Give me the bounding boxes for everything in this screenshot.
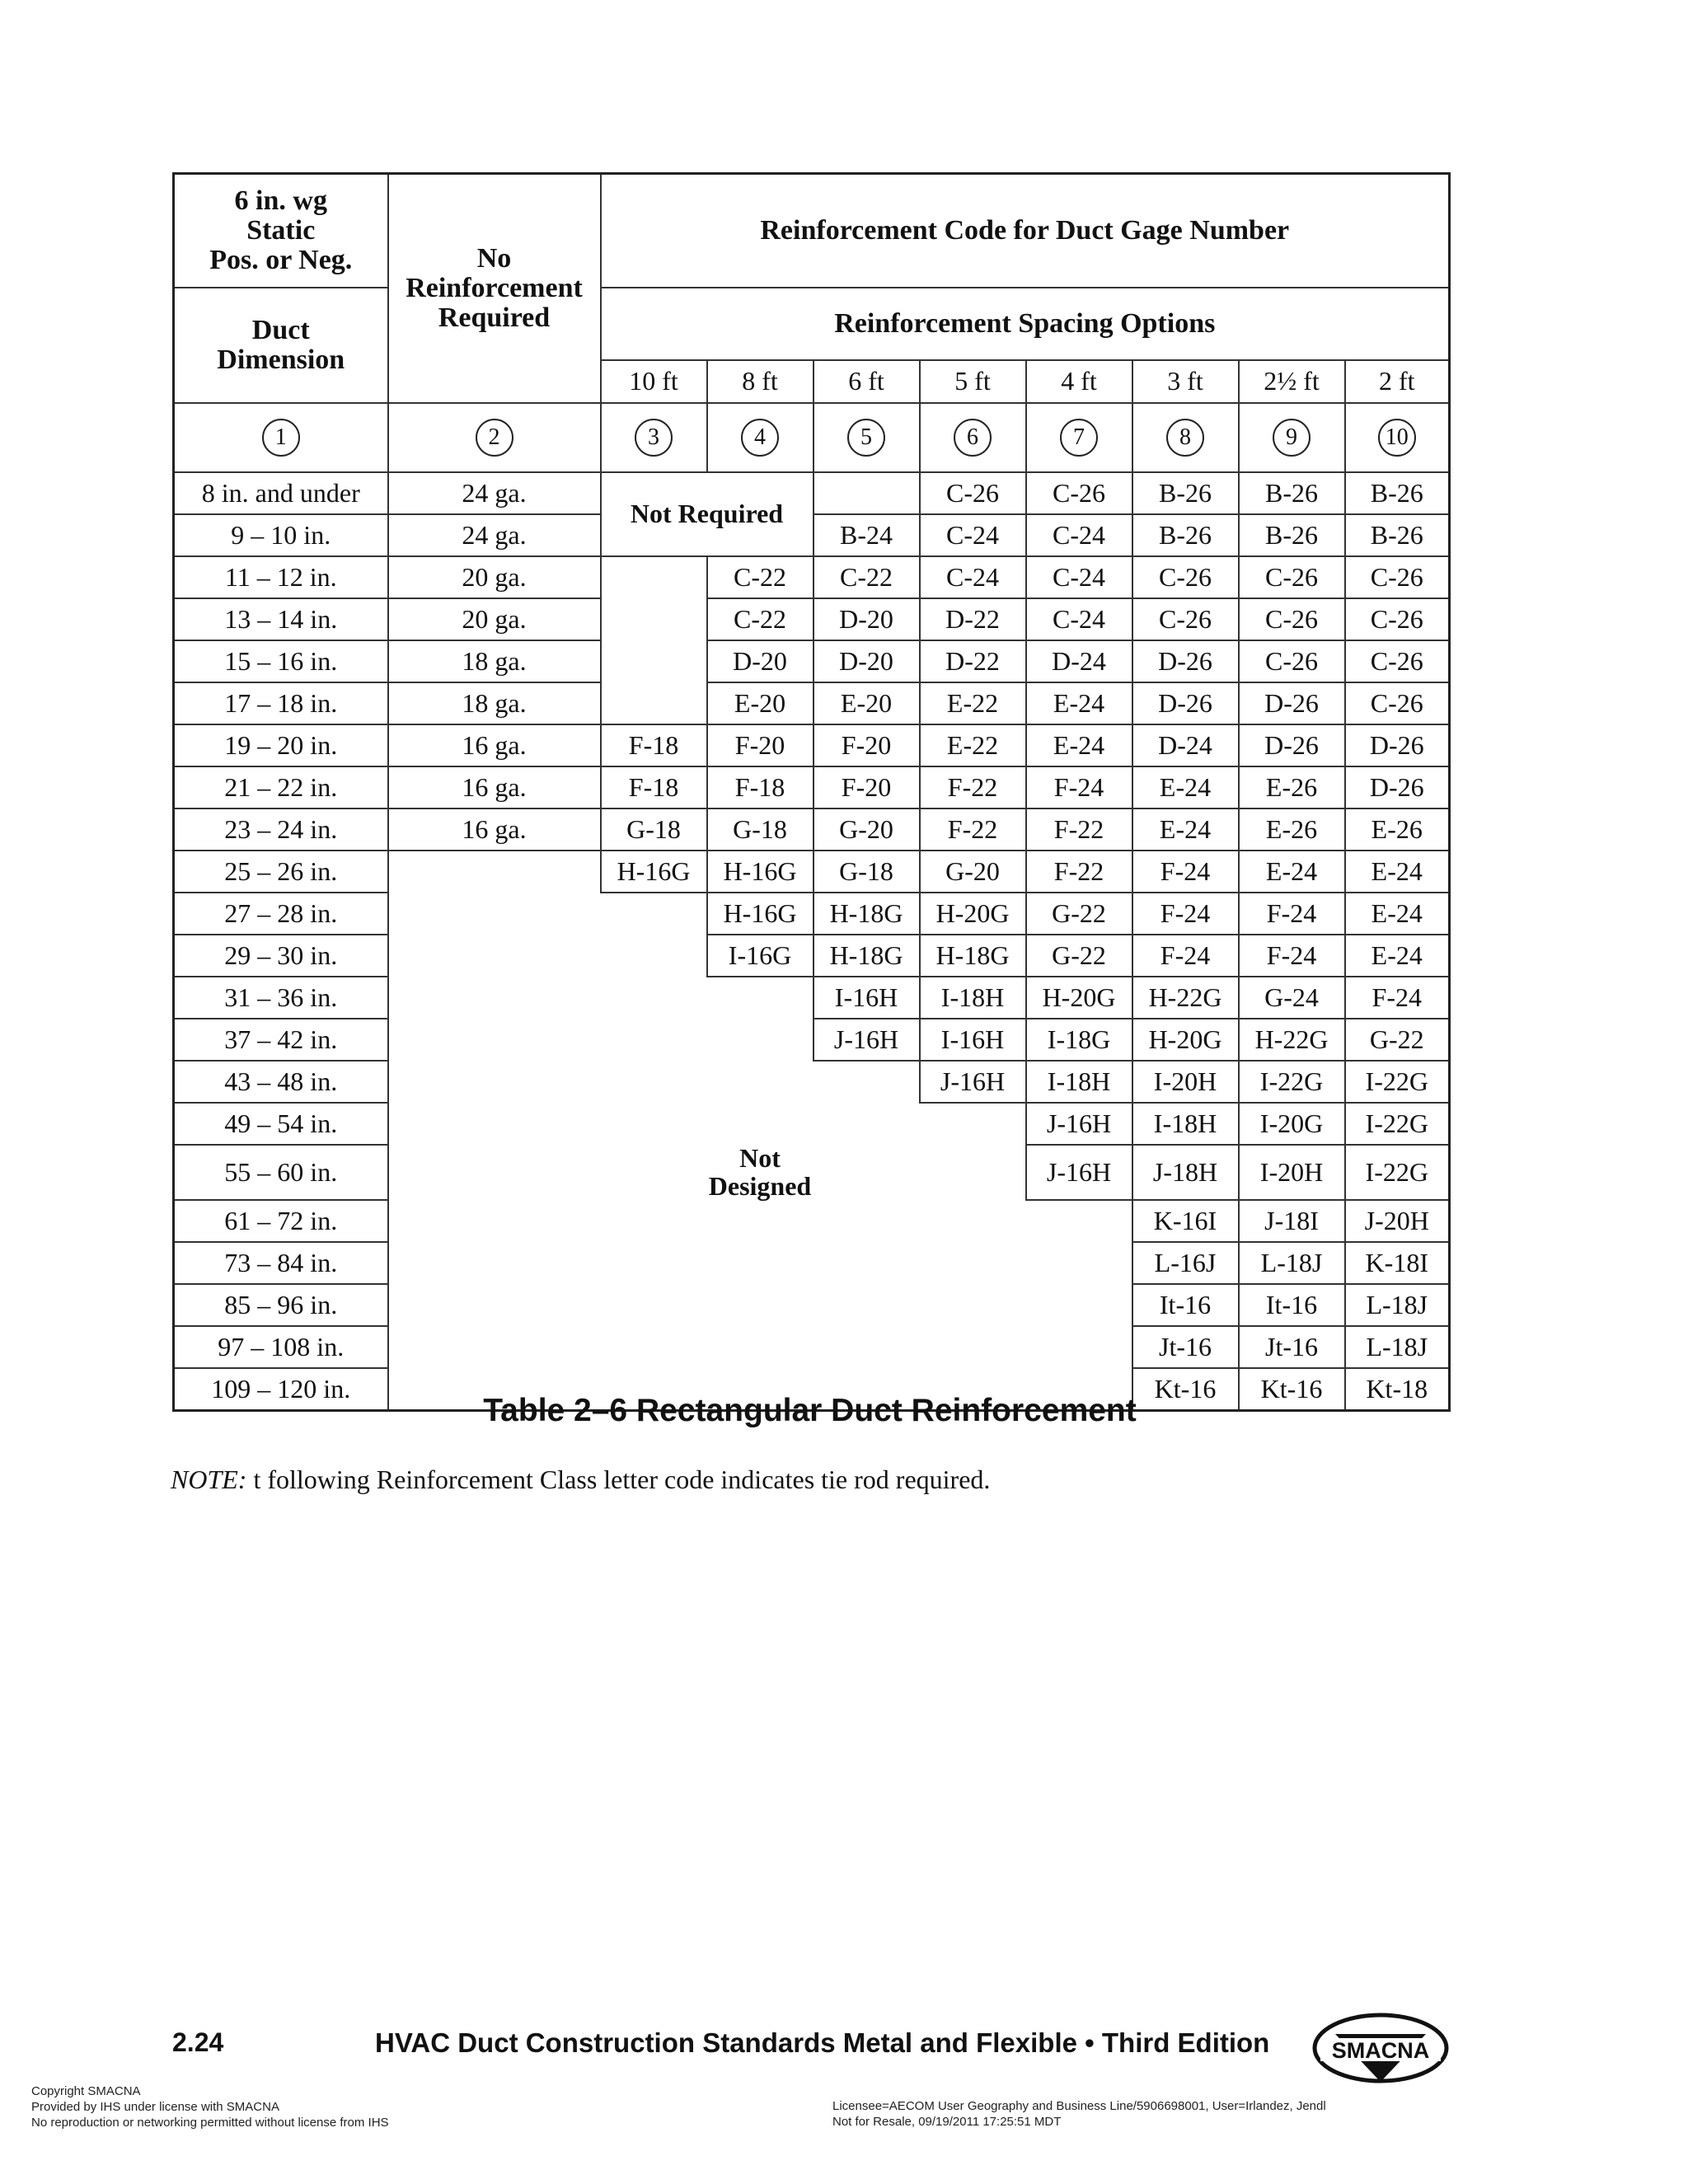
column-number-circle: 10 [1378,419,1416,457]
empty-cell [707,1019,814,1061]
smacna-logo [1311,2011,1451,2085]
empty-cell [920,1242,1026,1284]
reinforcement-code-cell: C-26 [1345,598,1450,640]
empty-cell [814,1284,920,1326]
reinforcement-code-cell: C-26 [1345,682,1450,724]
reinforcement-code-cell: I-18H [920,977,1026,1019]
reinforcement-code-cell: G-22 [1026,893,1132,935]
reinforcement-code-cell: F-24 [1345,977,1450,1019]
column-number-circle: 8 [1166,419,1204,457]
spacing-header-cell: 2½ ft [1239,360,1345,403]
empty-cell [707,1242,814,1284]
reinforcement-code-cell: F-22 [920,808,1026,851]
gage-cell: 16 ga. [388,724,601,766]
reinforcement-code-cell: C-24 [920,514,1026,556]
reinforcement-code-cell: B-26 [1132,514,1239,556]
empty-cell [814,1242,920,1284]
reinforcement-code-cell: E-24 [1132,766,1239,808]
column-number-cell [1345,403,1450,472]
footer-license: Licensee=AECOM User Geography and Business Line/5906698001, User=Irlandez, Jendl Not for Resale, 09/19/2011 17:25:51 MDT [832,2099,1326,2129]
gage-cell: 20 ga. [388,598,601,640]
reinforcement-code-cell: E-26 [1239,808,1345,851]
reinforcement-code-cell: H-22G [1132,977,1239,1019]
reinforcement-code-cell: E-24 [1345,851,1450,893]
column-number-cell [920,403,1026,472]
reinforcement-code-cell: E-24 [1026,682,1132,724]
reinforcement-code-cell: F-22 [1026,808,1132,851]
reinforcement-code-cell: Kt-16 [1132,1368,1239,1411]
reinforcement-code-cell: E-22 [920,724,1026,766]
reinforcement-code-cell: C-26 [920,472,1026,514]
gage-cell: 20 ga. [388,556,601,598]
reinforcement-code-cell: C-26 [1026,472,1132,514]
empty-cell [707,1200,814,1242]
reinforcement-code-cell: C-26 [1132,556,1239,598]
duct-dimension-cell: 61 – 72 in. [174,1200,388,1242]
reinforcement-code-cell: C-24 [920,556,1026,598]
column-number-circle: 9 [1273,419,1311,457]
reinforcement-code-cell: B-26 [1345,514,1450,556]
reinforcement-code-cell: F-24 [1239,893,1345,935]
reinforcement-code-cell: C-22 [707,598,814,640]
empty-cell [814,1103,920,1145]
reinforcement-code-cell: J-16H [1026,1103,1132,1145]
empty-cell [601,556,707,724]
empty-cell [601,1145,707,1200]
table-row [174,893,1450,935]
reinforcement-code-cell: H-16G [707,893,814,935]
table-note [171,1465,990,1495]
column-number-cell [1026,403,1132,472]
reinforcement-code-cell: F-24 [1132,893,1239,935]
reinforcement-code-cell: I-18H [1026,1061,1132,1103]
reinforcement-table [172,172,1451,1412]
reinforcement-code-cell: C-24 [1026,556,1132,598]
reinforcement-code-cell: F-18 [601,724,707,766]
empty-cell [601,1242,707,1284]
reinforcement-code-cell: It-16 [1132,1284,1239,1326]
column-number-cell [174,403,388,472]
not-designed-region [388,851,601,1411]
table-row [174,556,1450,598]
spacing-header-cell: 6 ft [814,360,920,403]
column-number-circle: 7 [1060,419,1098,457]
reinforcement-code-cell: C-24 [1026,514,1132,556]
gage-cell: 16 ga. [388,808,601,851]
reinforcement-code-cell: D-24 [1026,640,1132,682]
logo-text: SMACNA [1331,2038,1430,2063]
empty-cell [920,1145,1026,1200]
duct-dimension-cell: 23 – 24 in. [174,808,388,851]
empty-cell [920,1284,1026,1326]
reinforcement-code-cell: C-24 [1026,598,1132,640]
table-row [174,1061,1450,1103]
reinforcement-code-cell: D-26 [1132,682,1239,724]
reinforcement-code-cell: C-26 [1239,640,1345,682]
reinforcement-code-cell: I-16H [814,977,920,1019]
no-reinforcement-header: No Reinforcement Required [388,174,601,404]
duct-dimension-header: Duct Dimension [174,288,388,403]
reinforcement-code-cell: H-18G [920,935,1026,977]
reinforcement-code-cell: F-18 [601,766,707,808]
duct-dimension-cell: 29 – 30 in. [174,935,388,977]
reinforcement-code-cell: B-26 [1345,472,1450,514]
not-designed-label: Not Designed [708,1143,812,1201]
reinforcement-code-cell: I-22G [1345,1145,1450,1200]
empty-cell [601,1019,707,1061]
page-number: 2.24 [172,2027,224,2057]
spacing-header-cell: 5 ft [920,360,1026,403]
reinforcement-code-cell: E-22 [920,682,1026,724]
reinforcement-code-cell: L-18J [1345,1326,1450,1368]
reinforcement-code-cell: I-22G [1345,1061,1450,1103]
reinforcement-code-cell: J-16H [920,1061,1026,1103]
reinforcement-code-cell: E-24 [1026,724,1132,766]
reinforcement-code-cell: I-16G [707,935,814,977]
reinforcement-code-cell: I-22G [1345,1103,1450,1145]
reinforcement-code-cell: F-18 [707,766,814,808]
column-number-circle: 3 [635,419,673,457]
reinforcement-code-cell: G-24 [1239,977,1345,1019]
gage-cell: 16 ga. [388,766,601,808]
duct-dimension-cell: 73 – 84 in. [174,1242,388,1284]
footer-copyright: Copyright SMACNA Provided by IHS under license with SMACNA No reproduction or networking permitted without license from IHS [31,2084,389,2130]
empty-cell [1026,1200,1132,1242]
column-number-cell [707,403,814,472]
reinforcement-code-cell: J-18H [1132,1145,1239,1200]
duct-dimension-cell: 31 – 36 in. [174,977,388,1019]
reinforcement-code-cell: J-18I [1239,1200,1345,1242]
duct-dimension-cell: 9 – 10 in. [174,514,388,556]
reinforcement-code-cell: H-16G [707,851,814,893]
reinforcement-code-cell: H-22G [1239,1019,1345,1061]
reinforcement-code-cell: D-26 [1132,640,1239,682]
reinforcement-code-cell: H-18G [814,935,920,977]
reinforcement-code-cell: Jt-16 [1132,1326,1239,1368]
reinforcement-code-cell: C-26 [1239,556,1345,598]
table-row [174,1242,1450,1284]
reinforcement-code-cell: H-18G [814,893,920,935]
table-row [174,808,1450,851]
column-number-cell [1239,403,1345,472]
gage-cell: 18 ga. [388,640,601,682]
reinforcement-code-cell: J-16H [1026,1145,1132,1200]
note-text: t following Reinforcement Class letter code indicates tie rod required. [246,1465,991,1494]
reinforcement-code-cell: I-20H [1239,1145,1345,1200]
reinforcement-code-cell: G-18 [814,851,920,893]
empty-cell [707,1284,814,1326]
reinforcement-code-cell: C-22 [707,556,814,598]
empty-cell [920,1103,1026,1145]
duct-dimension-cell: 97 – 108 in. [174,1326,388,1368]
table-row [174,1200,1450,1242]
table-row [174,724,1450,766]
empty-cell [601,1326,707,1368]
empty-cell [707,1103,814,1145]
duct-dimension-cell: 21 – 22 in. [174,766,388,808]
reinforcement-code-cell: K-16I [1132,1200,1239,1242]
table-row [174,977,1450,1019]
reinforcement-code-cell: E-26 [1345,808,1450,851]
reinforcement-code-cell: E-24 [1239,851,1345,893]
table-row [174,1103,1450,1145]
empty-cell [601,935,707,977]
table-row [174,851,1450,893]
reinforcement-code-cell: G-20 [814,808,920,851]
empty-cell [707,1061,814,1103]
reinforcement-code-cell: F-20 [814,724,920,766]
reinforcement-code-cell: G-22 [1345,1019,1450,1061]
reinforcement-code-cell: F-20 [814,766,920,808]
column-number-circle: 2 [476,419,513,457]
reinforcement-code-cell: D-26 [1345,766,1450,808]
reinforcement-code-cell: E-26 [1239,766,1345,808]
reinforcement-code-cell: D-20 [707,640,814,682]
reinforcement-code-cell: E-24 [1132,808,1239,851]
reinforcement-code-cell: F-24 [1132,935,1239,977]
duct-dimension-cell: 13 – 14 in. [174,598,388,640]
column-number-cell [601,403,707,472]
reinforcement-code-cell: F-20 [707,724,814,766]
empty-cell [814,1200,920,1242]
empty-cell [814,1326,920,1368]
empty-cell [707,977,814,1019]
gage-cell: 24 ga. [388,472,601,514]
duct-dimension-cell: 27 – 28 in. [174,893,388,935]
reinforcement-code-cell: Jt-16 [1239,1326,1345,1368]
reinforcement-code-cell: B-24 [814,514,920,556]
spacing-header-cell: 10 ft [601,360,707,403]
empty-cell [1026,1284,1132,1326]
table-caption: Table 2–6 Rectangular Duct Reinforcement [483,1393,1137,1428]
empty-cell [1026,1326,1132,1368]
duct-dimension-cell: 17 – 18 in. [174,682,388,724]
duct-dimension-cell: 43 – 48 in. [174,1061,388,1103]
duct-dimension-cell: 11 – 12 in. [174,556,388,598]
column-number-circle: 5 [847,419,885,457]
reinforcement-code-header: Reinforcement Code for Duct Gage Number [601,174,1450,288]
table-row [174,935,1450,977]
reinforcement-code-cell: D-20 [814,598,920,640]
reinforcement-code-cell: H-20G [920,893,1026,935]
reinforcement-code-cell: F-24 [1026,766,1132,808]
empty-cell [601,1200,707,1242]
not-required-cell: Not Required [601,472,814,556]
reinforcement-code-cell: G-18 [707,808,814,851]
reinforcement-code-cell: I-18H [1132,1103,1239,1145]
reinforcement-code-cell: B-26 [1239,472,1345,514]
reinforcement-code-cell: B-26 [1239,514,1345,556]
reinforcement-code-cell: C-26 [1345,556,1450,598]
spacing-options-header: Reinforcement Spacing Options [601,288,1450,360]
reinforcement-code-cell: E-20 [707,682,814,724]
empty-cell [814,1145,920,1200]
reinforcement-code-cell: L-18J [1345,1284,1450,1326]
reinforcement-code-cell: G-20 [920,851,1026,893]
reinforcement-code-cell: E-24 [1345,935,1450,977]
column-number-cell [814,403,920,472]
column-number-circle: 4 [741,419,779,457]
reinforcement-code-cell: B-26 [1132,472,1239,514]
table-row [174,1019,1450,1061]
reinforcement-code-cell: F-24 [1239,935,1345,977]
reinforcement-code-cell: K-18I [1345,1242,1450,1284]
reinforcement-code-cell: D-22 [920,598,1026,640]
duct-dimension-cell: 85 – 96 in. [174,1284,388,1326]
empty-cell [814,1061,920,1103]
column-number-circle: 1 [262,419,300,457]
reinforcement-code-cell: J-20H [1345,1200,1450,1242]
empty-cell [1026,1242,1132,1284]
reinforcement-code-cell: L-16J [1132,1242,1239,1284]
reinforcement-code-cell: G-18 [601,808,707,851]
table-row [174,1284,1450,1326]
spacing-header-cell: 3 ft [1132,360,1239,403]
reinforcement-code-cell: C-26 [1239,598,1345,640]
reinforcement-code-cell: I-20H [1132,1061,1239,1103]
empty-cell [920,1200,1026,1242]
duct-dimension-cell: 8 in. and under [174,472,388,514]
reinforcement-code-cell: F-24 [1132,851,1239,893]
duct-dimension-cell: 25 – 26 in. [174,851,388,893]
reinforcement-code-cell: E-24 [1345,893,1450,935]
reinforcement-code-cell: F-22 [920,766,1026,808]
reinforcement-code-cell: H-20G [1026,977,1132,1019]
reinforcement-code-cell: D-22 [920,640,1026,682]
static-pressure-header: 6 in. wg Static Pos. or Neg. [174,174,388,288]
reinforcement-code-cell: L-18J [1239,1242,1345,1284]
table-row [174,640,1450,682]
table-row [174,472,1450,514]
empty-cell [601,1061,707,1103]
column-number-circle: 6 [954,419,992,457]
empty-cell [814,472,920,514]
empty-cell [601,893,707,935]
column-number-cell [1132,403,1239,472]
reinforcement-code-cell: C-26 [1345,640,1450,682]
duct-dimension-cell: 37 – 42 in. [174,1019,388,1061]
table-row [174,1326,1450,1368]
reinforcement-code-cell: C-26 [1132,598,1239,640]
reinforcement-code-cell: It-16 [1239,1284,1345,1326]
empty-cell [601,977,707,1019]
duct-dimension-cell: 19 – 20 in. [174,724,388,766]
duct-dimension-cell: 55 – 60 in. [174,1145,388,1200]
reinforcement-code-cell: H-20G [1132,1019,1239,1061]
reinforcement-code-cell: J-16H [814,1019,920,1061]
gage-cell: 18 ga. [388,682,601,724]
table-row [174,598,1450,640]
column-number-cell [388,403,601,472]
reinforcement-code-cell: I-18G [1026,1019,1132,1061]
table-row [174,766,1450,808]
duct-dimension-cell: 15 – 16 in. [174,640,388,682]
reinforcement-code-cell: Kt-16 [1239,1368,1345,1411]
empty-cell [601,1103,707,1145]
reinforcement-code-cell: I-22G [1239,1061,1345,1103]
reinforcement-code-cell: I-16H [920,1019,1026,1061]
gage-cell: 24 ga. [388,514,601,556]
reinforcement-code-cell: C-22 [814,556,920,598]
table-row [174,1145,1450,1200]
reinforcement-code-cell: Kt-18 [1345,1368,1450,1411]
reinforcement-code-cell: I-20G [1239,1103,1345,1145]
reinforcement-code-cell: H-16G [601,851,707,893]
reinforcement-code-cell: F-22 [1026,851,1132,893]
reinforcement-code-cell: G-22 [1026,935,1132,977]
duct-dimension-cell: 49 – 54 in. [174,1103,388,1145]
empty-cell [707,1326,814,1368]
book-title: HVAC Duct Construction Standards Metal and Flexible • Third Edition [375,2027,1270,2058]
spacing-header-cell: 2 ft [1345,360,1450,403]
reinforcement-code-cell: D-20 [814,640,920,682]
spacing-header-cell: 8 ft [707,360,814,403]
duct-dimension-cell: 109 – 120 in. [174,1368,388,1411]
spacing-header-cell: 4 ft [1026,360,1132,403]
empty-cell [920,1326,1026,1368]
note-prefix: NOTE: [171,1465,247,1494]
reinforcement-code-cell: D-24 [1132,724,1239,766]
reinforcement-code-cell: D-26 [1345,724,1450,766]
table-row [174,682,1450,724]
reinforcement-code-cell: D-26 [1239,682,1345,724]
reinforcement-code-cell: D-26 [1239,724,1345,766]
reinforcement-code-cell: E-20 [814,682,920,724]
empty-cell [601,1284,707,1326]
